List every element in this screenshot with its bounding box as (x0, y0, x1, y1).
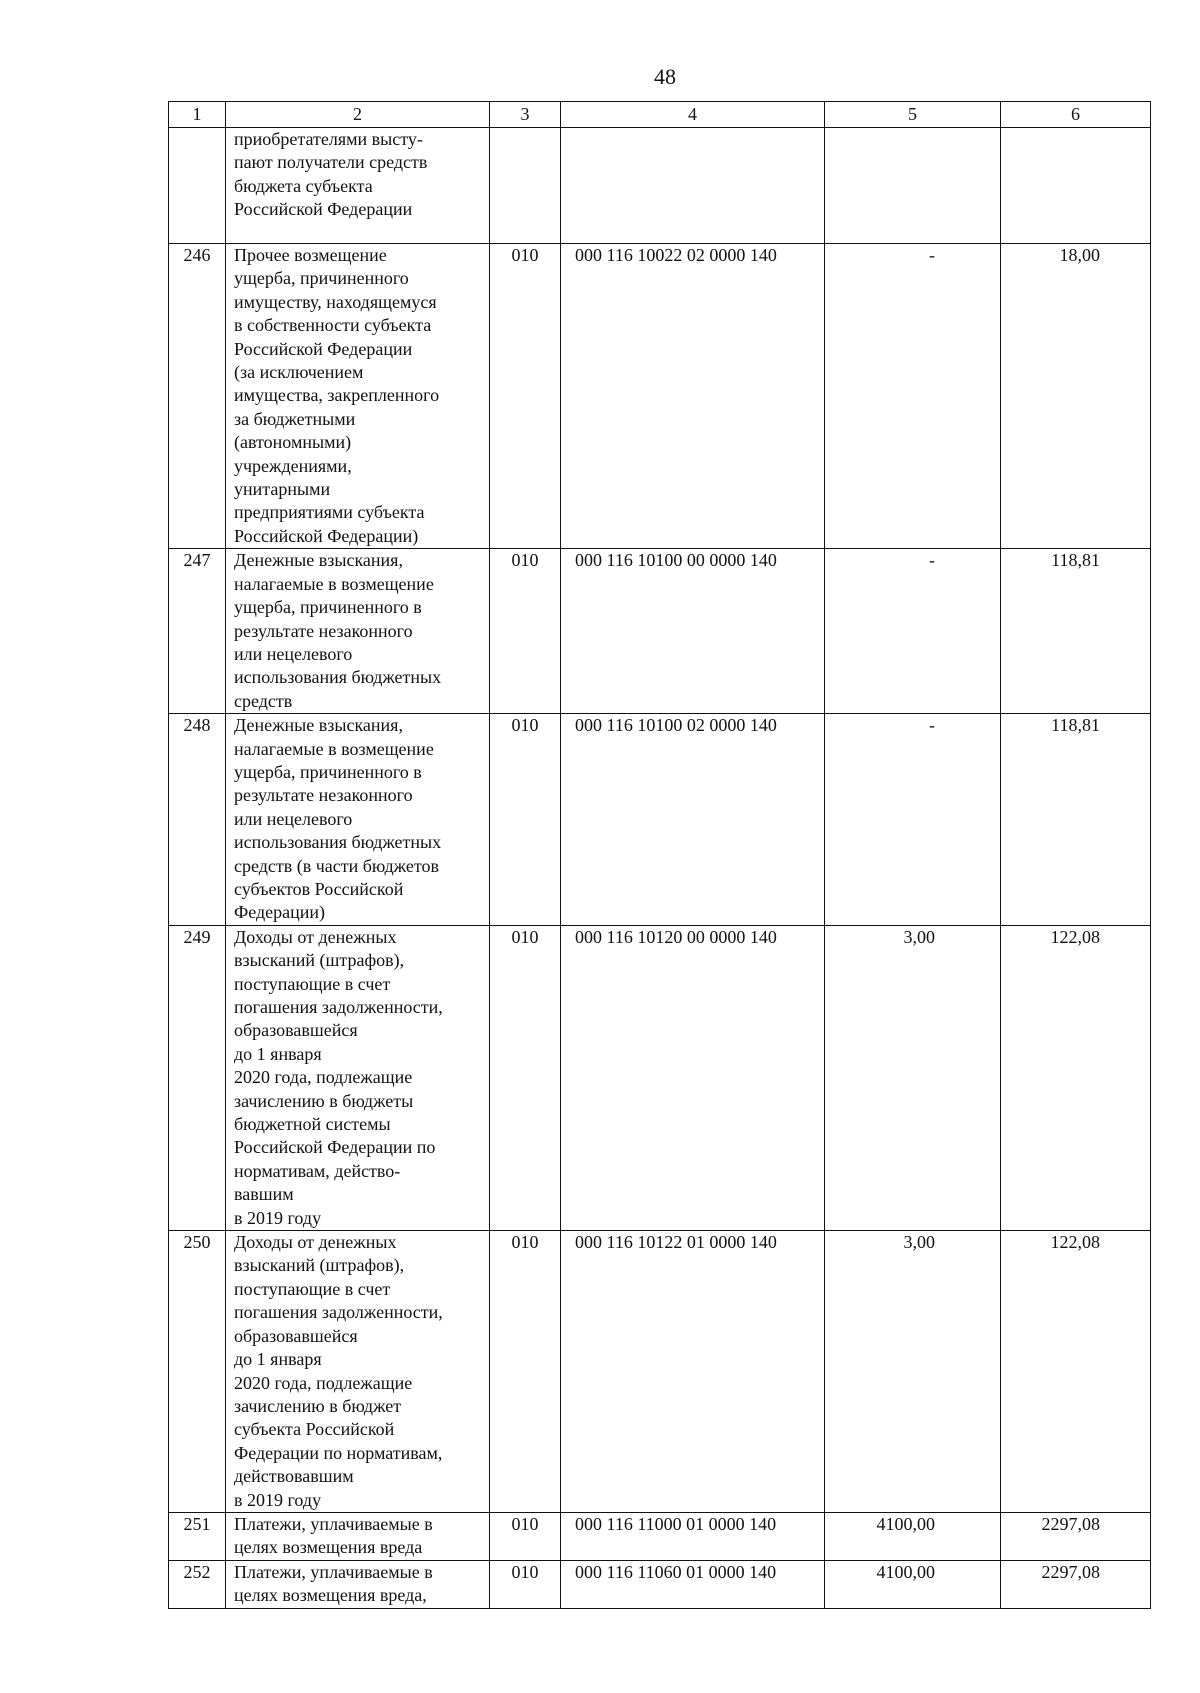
administrator-code: 010 (490, 1560, 561, 1608)
administrator-code: 010 (490, 714, 561, 926)
amount-column-6: 118,81 (1001, 714, 1151, 926)
row-number: 247 (169, 549, 226, 714)
row-number: 250 (169, 1231, 226, 1513)
administrator-code (490, 128, 561, 244)
row-number: 251 (169, 1512, 226, 1560)
table-row (169, 714, 1151, 926)
income-name: Прочее возмещение ущерба, причиненного имуществу, находящемуся в собственности субъекта Российской Федерации (за исключением имущества, закрепленного за бюджетными (автономными) учреждениями, унитарными предприятиями субъекта Российской Федерации) (226, 244, 490, 549)
amount-column-5: - (825, 244, 1001, 549)
column-number-row (169, 102, 1151, 128)
administrator-code: 010 (490, 549, 561, 714)
amount-column-6: 2297,08 (1001, 1512, 1151, 1560)
table-row (169, 244, 1151, 549)
amount-column-5: - (825, 714, 1001, 926)
administrator-code: 010 (490, 925, 561, 1230)
budget-classification-code (561, 128, 825, 244)
amount-column-5: - (825, 549, 1001, 714)
amount-column-5 (825, 128, 1001, 244)
row-number: 249 (169, 925, 226, 1230)
amount-column-6: 122,08 (1001, 925, 1151, 1230)
income-name: Платежи, уплачиваемые в целях возмещения вреда (226, 1512, 490, 1560)
budget-classification-code: 000 116 10100 02 0000 140 (561, 714, 825, 926)
row-number: 248 (169, 714, 226, 926)
page-number: 48 (654, 64, 676, 89)
administrator-code: 010 (490, 244, 561, 549)
amount-column-6: 2297,08 (1001, 1560, 1151, 1608)
income-name: Платежи, уплачиваемые в целях возмещения вреда, (226, 1560, 490, 1608)
administrator-code: 010 (490, 1512, 561, 1560)
column-number: 4 (561, 102, 825, 128)
income-name: приобретателями высту- пают получатели средств бюджета субъекта Российской Федерации (226, 128, 490, 244)
income-name: Доходы от денежных взысканий (штрафов), поступающие в счет погашения задолженности, образовавшейся до 1 января 2020 года, подлежащие зачислению в бюджет субъекта Российской Федерации по нормативам, действовавшим в 2019 году (226, 1231, 490, 1513)
row-number: 252 (169, 1560, 226, 1608)
budget-classification-code: 000 116 10122 01 0000 140 (561, 1231, 825, 1513)
column-number: 2 (226, 102, 490, 128)
budget-classification-code: 000 116 10120 00 0000 140 (561, 925, 825, 1230)
table-row (169, 128, 1151, 244)
amount-column-5: 3,00 (825, 1231, 1001, 1513)
amount-column-6: 18,00 (1001, 244, 1151, 549)
budget-table (168, 101, 1151, 1609)
amount-column-5: 4100,00 (825, 1560, 1001, 1608)
row-number (169, 128, 226, 244)
amount-column-6: 118,81 (1001, 549, 1151, 714)
table-row (169, 925, 1151, 1230)
amount-column-5: 4100,00 (825, 1512, 1001, 1560)
administrator-code: 010 (490, 1231, 561, 1513)
amount-column-5: 3,00 (825, 925, 1001, 1230)
table-row (169, 1560, 1151, 1608)
table-row (169, 549, 1151, 714)
income-name: Денежные взыскания, налагаемые в возмещение ущерба, причиненного в результате незаконного или нецелевого использования бюджетных средств (226, 549, 490, 714)
column-number: 3 (490, 102, 561, 128)
row-number: 246 (169, 244, 226, 549)
budget-classification-code: 000 116 11060 01 0000 140 (561, 1560, 825, 1608)
budget-table-body (169, 102, 1151, 1609)
table-row (169, 1512, 1151, 1560)
budget-classification-code: 000 116 11000 01 0000 140 (561, 1512, 825, 1560)
amount-column-6 (1001, 128, 1151, 244)
budget-classification-code: 000 116 10100 00 0000 140 (561, 549, 825, 714)
budget-classification-code: 000 116 10022 02 0000 140 (561, 244, 825, 549)
column-number: 5 (825, 102, 1001, 128)
column-number: 6 (1001, 102, 1151, 128)
income-name: Денежные взыскания, налагаемые в возмещение ущерба, причиненного в результате незаконного или нецелевого использования бюджетных средств (в части бюджетов субъектов Российской Федерации) (226, 714, 490, 926)
column-number: 1 (169, 102, 226, 128)
table-row (169, 1231, 1151, 1513)
income-name: Доходы от денежных взысканий (штрафов), поступающие в счет погашения задолженности, образовавшейся до 1 января 2020 года, подлежащие зачислению в бюджеты бюджетной системы Российской Федерации по нормативам, действо- вавшим в 2019 году (226, 925, 490, 1230)
amount-column-6: 122,08 (1001, 1231, 1151, 1513)
